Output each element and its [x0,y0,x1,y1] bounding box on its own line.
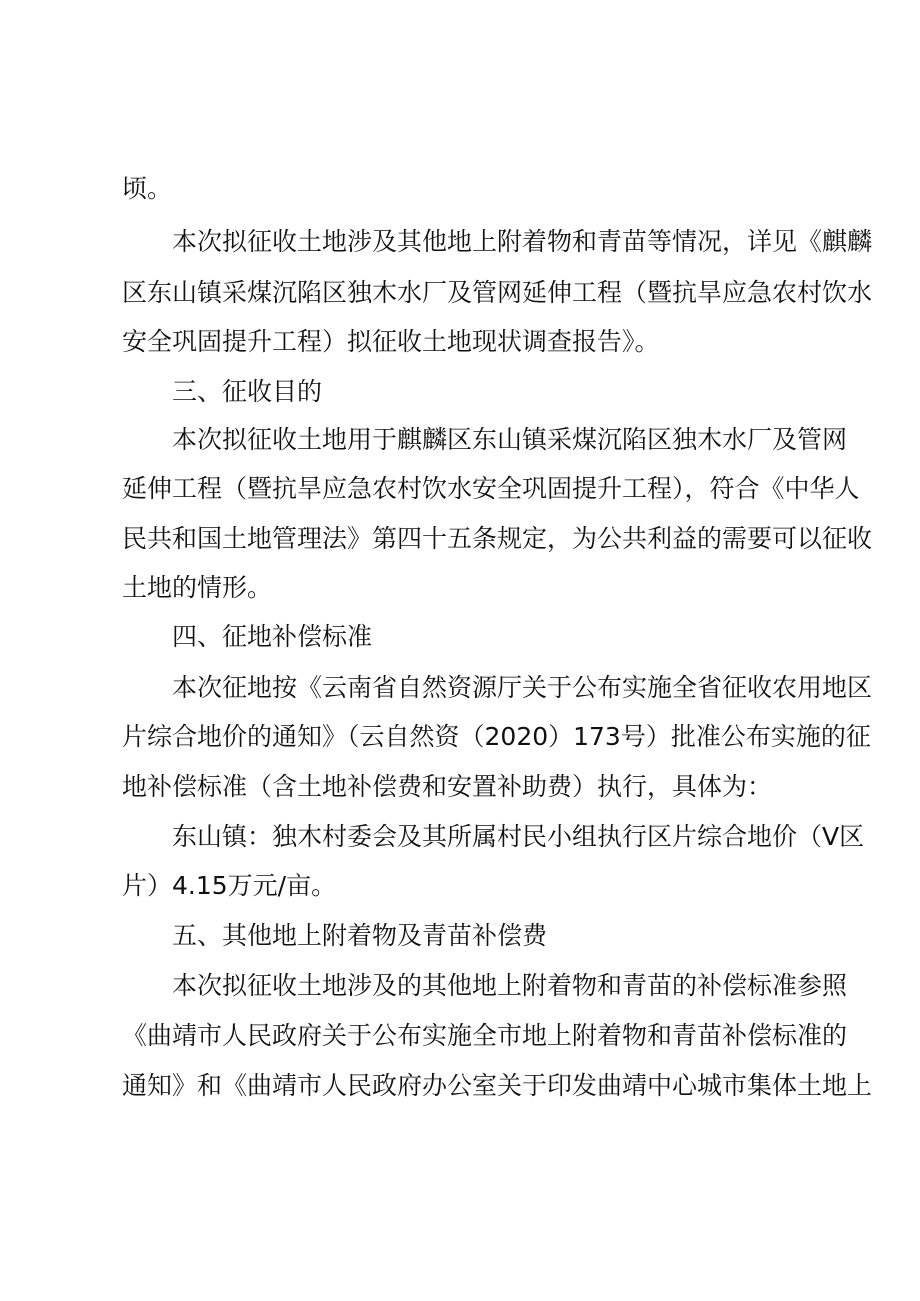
text-line: 本次拟征收土地用于麒麟区东山镇采煤沉陷区独木水厂及管网 [172,425,848,454]
text-line: 东山镇：独木村委会及其所属村民小组执行区片综合地价（V区 [172,822,865,851]
text-line: 本次拟征收土地涉及其他地上附着物和青苗等情况，详见《麒麟 [172,227,873,256]
text-line: 延伸工程（暨抗旱应急农村饮水安全巩固提升工程），符合《中华人 [122,474,860,503]
text-line: 通知》和《曲靖市人民政府办公室关于印发曲靖中心城市集体土地上 [122,1071,873,1100]
text-line: 民共和国土地管理法》第四十五条规定，为公共利益的需要可以征收 [122,524,873,553]
text-line: 片）4.15万元/亩。 [122,871,337,900]
text-line: 地补偿标准（含土地补偿费和安置补助费）执行，具体为： [122,772,773,801]
text-line: 本次征地按《云南省自然资源厅关于公布实施全省征收农用地区 [172,673,873,702]
text-line: 《曲靖市人民政府关于公布实施全市地上附着物和青苗补偿标准的 [122,1021,848,1050]
text-line: 区东山镇采煤沉陷区独木水厂及管网延伸工程（暨抗旱应急农村饮水 [122,278,873,307]
text-line: 片综合地价的通知》（云自然资（2020）173号）批准公布实施的征 [122,722,871,751]
text-line: 土地的情形。 [122,573,273,602]
section-heading: 五、其他地上附着物及青苗补偿费 [172,921,548,950]
section-heading: 三、征收目的 [172,377,323,406]
text-line: 安全巩固提升工程）拟征收土地现状调查报告》。 [122,327,660,356]
text-line: 本次拟征收土地涉及的其他地上附着物和青苗的补偿标准参照 [172,971,848,1000]
text-line: 顷。 [122,174,173,203]
section-heading: 四、征地补偿标准 [172,622,373,651]
